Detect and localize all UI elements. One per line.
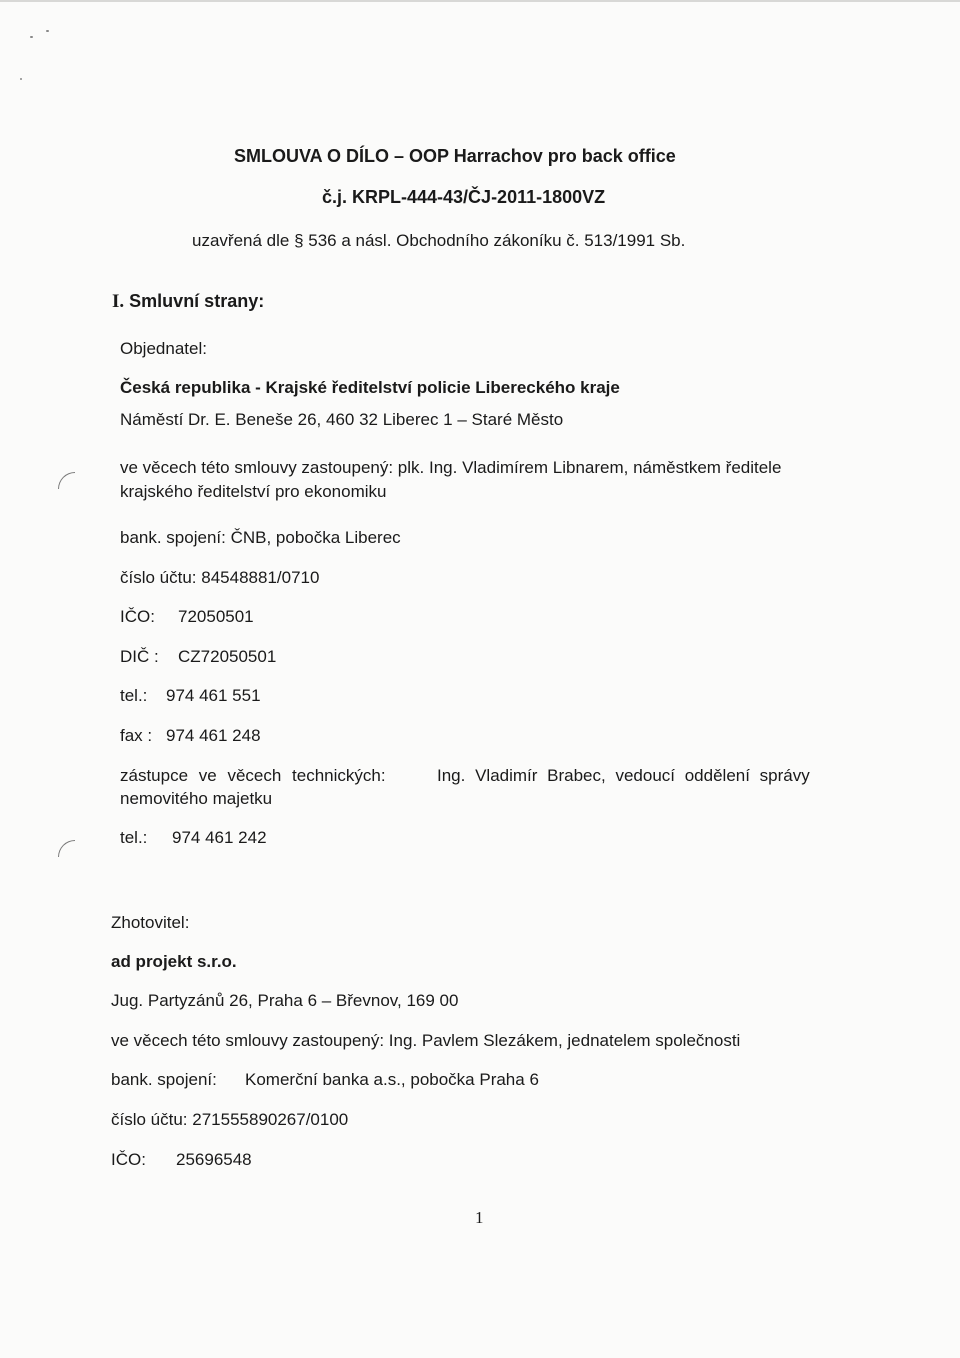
contractor-bank-label: bank. spojení: (111, 1070, 217, 1089)
client-tel2-label: tel.: (120, 828, 148, 847)
client-tech-person: Ing. Vladimír Brabec, vedoucí oddělení správy (437, 766, 810, 785)
contractor-ico: 25696548 (176, 1150, 252, 1169)
scan-edge (0, 0, 960, 2)
client-address: Náměstí Dr. E. Beneše 26, 460 32 Liberec 1 – Staré Město (120, 410, 564, 429)
contractor-label: Zhotovitel: (111, 913, 190, 932)
contractor-ico-label: IČO: (111, 1150, 146, 1169)
punch-mark (58, 840, 75, 857)
contractor-represented: ve věcech této smlouvy zastoupený: Ing. Pavlem Slezákem, jednatelem společnosti (111, 1031, 741, 1050)
reference-number: č.j. KRPL-444-43/ČJ-2011-1800VZ (322, 187, 606, 207)
client-tel-label: tel.: (120, 686, 148, 705)
client-fax: 974 461 248 (166, 726, 261, 745)
client-represented-2: krajského ředitelství pro ekonomiku (120, 482, 387, 501)
section-numeral: I. (112, 291, 125, 312)
client-represented-1: ve věcech této smlouvy zastoupený: plk. Ing. Vladimírem Libnarem, náměstkem ředitele (120, 458, 782, 477)
punch-mark (58, 472, 75, 489)
scan-speck (20, 78, 22, 80)
client-tech-role: nemovitého majetku (120, 789, 273, 808)
section-heading (112, 291, 264, 312)
legal-basis: uzavřená dle § 536 a násl. Obchodního zákoníku č. 513/1991 Sb. (192, 231, 686, 250)
client-account: číslo účtu: 84548881/0710 (120, 568, 320, 587)
client-label: Objednatel: (120, 339, 207, 358)
contract-title: SMLOUVA O DÍLO – OOP Harrachov pro back office (234, 146, 676, 166)
client-bank: bank. spojení: ČNB, pobočka Liberec (120, 528, 401, 547)
contractor-account: číslo účtu: 271555890267/0100 (111, 1110, 349, 1129)
client-ico: 72050501 (178, 607, 254, 626)
client-tel: 974 461 551 (166, 686, 261, 705)
contractor-bank: Komerční banka a.s., pobočka Praha 6 (245, 1070, 539, 1089)
scan-speck (46, 30, 49, 32)
client-name: Česká republika - Krajské ředitelství policie Libereckého kraje (120, 378, 620, 397)
client-ico-label: IČO: (120, 607, 155, 626)
section-title: Smluvní strany: (129, 291, 265, 311)
contractor-address: Jug. Partyzánů 26, Praha 6 – Břevnov, 169 00 (111, 991, 459, 1010)
client-dic-label: DIČ : (120, 647, 159, 666)
scan-speck (30, 36, 33, 38)
client-dic: CZ72050501 (178, 647, 277, 666)
client-tel2: 974 461 242 (172, 828, 267, 847)
page-number: 1 (475, 1208, 484, 1227)
contractor-name: ad projekt s.r.o. (111, 952, 237, 971)
client-fax-label: fax : (120, 726, 153, 745)
client-tech-label: zástupce ve věcech technických: (120, 766, 386, 785)
